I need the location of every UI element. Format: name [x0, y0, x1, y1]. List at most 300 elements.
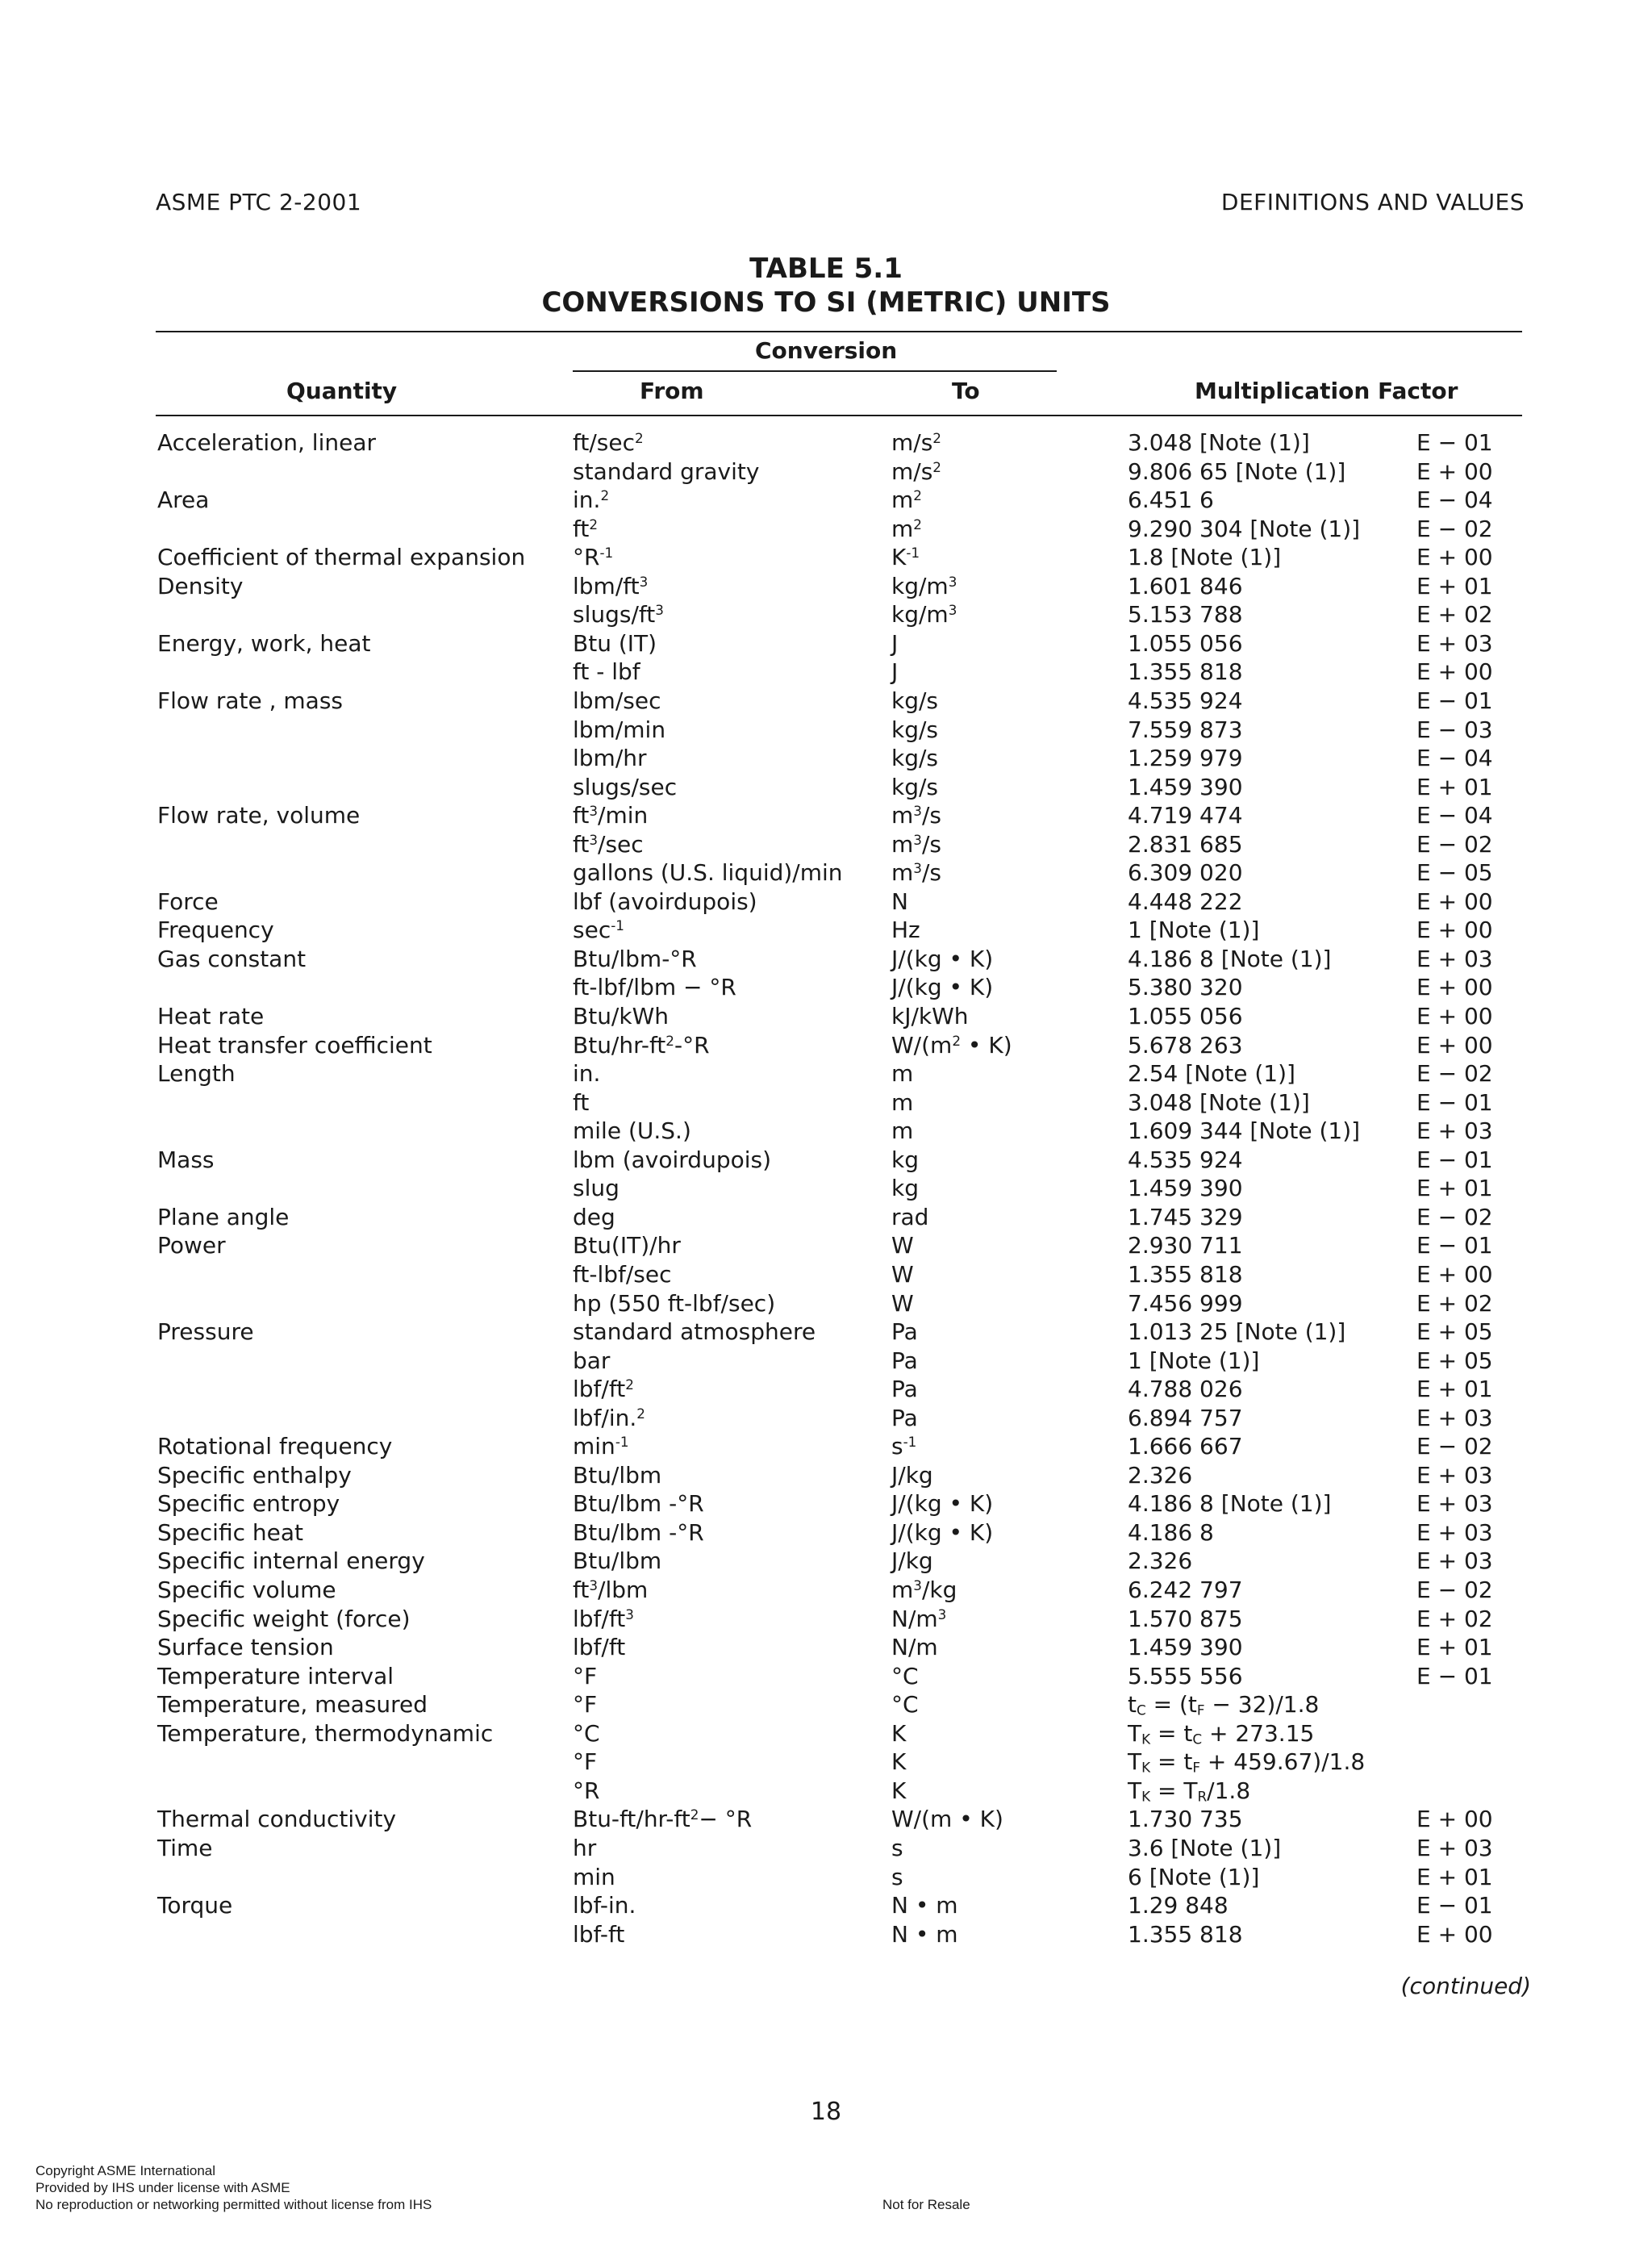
row-factor: 3.048 [Note (1)]	[1128, 429, 1310, 456]
running-header-right: DEFINITIONS AND VALUES	[1220, 189, 1525, 215]
row-exponent: E − 02	[1416, 1203, 1493, 1230]
row-exponent: E − 02	[1416, 830, 1493, 858]
table-row	[0, 1892, 1652, 1921]
row-exponent: E + 05	[1416, 1347, 1493, 1374]
row-exponent: E − 04	[1416, 802, 1493, 829]
row-to-unit: $s^{-1}$	[891, 1433, 917, 1460]
row-from-unit: $ft^3$/lbm	[573, 1577, 649, 1603]
row-factor: $T_K = t_F + 459.67)/1.8$	[1128, 1748, 1366, 1776]
table-title: CONVERSIONS TO SI (METRIC) UNITS	[541, 286, 1111, 319]
row-exponent: E + 03	[1416, 945, 1493, 972]
table-row	[0, 1835, 1652, 1864]
row-to-unit: K	[891, 1748, 907, 1776]
row-to-unit: W	[891, 1260, 914, 1288]
row-exponent: E − 02	[1416, 1433, 1493, 1460]
col-header-to: To	[952, 378, 980, 404]
table-row	[0, 1462, 1652, 1491]
row-exponent: E − 02	[1416, 1060, 1493, 1088]
table-row	[0, 1290, 1652, 1319]
row-from-unit: slug	[573, 1175, 620, 1202]
footer-copyright: Copyright ASME International	[35, 2163, 216, 2178]
row-to-unit: Hz	[891, 917, 920, 944]
table-row	[0, 1318, 1652, 1347]
conversion-group-rule	[573, 370, 1057, 372]
row-from-unit: $ft/\sec^2$	[573, 429, 644, 456]
row-from-unit: Btu/kWh	[573, 1003, 670, 1029]
row-factor: 9.290 304 [Note (1)]	[1128, 515, 1361, 542]
row-factor: 6 [Note (1)]	[1128, 1863, 1260, 1890]
row-exponent: E − 01	[1416, 1662, 1493, 1689]
row-quantity: Heat transfer coefficient	[157, 1031, 432, 1059]
row-from-unit: Btu/lbm -°R	[573, 1490, 704, 1518]
row-factor: 1.459 390	[1128, 1175, 1243, 1202]
row-factor: 1 [Note (1)]	[1128, 1347, 1260, 1374]
row-factor: $T_K = T_R/1.8$	[1128, 1777, 1251, 1805]
continued-note: (continued)	[1400, 1973, 1531, 1999]
row-factor: 4.186 8 [Note (1)]	[1128, 945, 1332, 972]
table-row	[0, 1146, 1652, 1176]
row-from-unit: ft-lbf/sec	[573, 1260, 672, 1288]
row-exponent: E − 04	[1416, 487, 1493, 514]
row-from-unit: Btu/$hr-ft^2-^\circ R$	[573, 1031, 710, 1059]
row-to-unit: N/m	[891, 1634, 938, 1661]
row-exponent: E + 05	[1416, 1318, 1493, 1346]
row-factor: 1.666 667	[1128, 1433, 1243, 1460]
row-from-unit: standard gravity	[573, 457, 760, 485]
row-to-unit: K	[891, 1777, 907, 1804]
row-factor: 1.29 848	[1128, 1892, 1229, 1919]
row-from-unit: Btu/lbm-°R	[573, 945, 697, 972]
row-quantity: Temperature interval	[157, 1662, 394, 1689]
row-from-unit: lbm/$ft^3$	[573, 572, 649, 599]
row-to-unit: J/(kg • K)	[891, 945, 994, 972]
row-from-unit: °F	[573, 1748, 598, 1776]
row-to-unit: s	[891, 1834, 903, 1861]
row-factor: 4.535 924	[1128, 1146, 1243, 1173]
col-header-quantity: Quantity	[286, 378, 398, 404]
table-row	[0, 429, 1652, 458]
table-top-rule	[156, 331, 1522, 332]
row-from-unit: lbm/sec	[573, 687, 661, 714]
row-exponent: E + 03	[1416, 1404, 1493, 1431]
row-from-unit: hp (550 ft-lbf/sec)	[573, 1289, 776, 1317]
row-quantity: Specific heat	[157, 1518, 303, 1546]
table-row	[0, 1748, 1652, 1777]
col-header-multiplication-factor: Multiplication Factor	[1195, 378, 1458, 404]
row-from-unit: lbm (avoirdupois)	[573, 1146, 772, 1173]
row-to-unit: $W/(m^2$ • K)	[891, 1031, 1012, 1059]
row-to-unit: $kg/m^3$	[891, 572, 957, 599]
row-factor: 1.055 056	[1128, 1003, 1243, 1029]
footer-license: Provided by IHS under license with ASME	[35, 2180, 290, 2195]
row-exponent: E − 01	[1416, 687, 1493, 714]
row-to-unit: $K^{-1}$	[891, 544, 920, 571]
row-factor: 3.6 [Note (1)]	[1128, 1834, 1282, 1861]
row-exponent: E − 02	[1416, 515, 1493, 542]
row-to-unit: $m^3/s$	[891, 859, 941, 887]
table-row	[0, 1261, 1652, 1290]
row-quantity: Acceleration, linear	[157, 429, 376, 456]
row-to-unit: kg/s	[891, 745, 939, 772]
table-row	[0, 917, 1652, 946]
row-quantity: Pressure	[157, 1318, 254, 1346]
table-row	[0, 1232, 1652, 1261]
table-row	[0, 716, 1652, 745]
row-to-unit: °C	[891, 1691, 919, 1719]
row-quantity: Time	[157, 1834, 213, 1861]
row-to-unit: $m^3/kg$	[891, 1577, 957, 1603]
row-factor: 4.788 026	[1128, 1376, 1243, 1403]
row-quantity: Specific entropy	[157, 1490, 340, 1518]
row-to-unit: J/(kg • K)	[891, 1490, 994, 1518]
row-exponent: E + 00	[1416, 974, 1493, 1001]
row-exponent: E + 03	[1416, 1490, 1493, 1518]
table-row	[0, 601, 1652, 630]
row-from-unit: in.	[573, 1060, 601, 1088]
row-to-unit: J	[891, 629, 899, 657]
row-factor: 2.930 711	[1128, 1232, 1243, 1259]
row-factor: 1.459 390	[1128, 773, 1243, 800]
row-factor: 1.355 818	[1128, 1920, 1243, 1948]
row-quantity: Torque	[157, 1892, 233, 1919]
row-exponent: E + 03	[1416, 1461, 1493, 1489]
row-to-unit: J/(kg • K)	[891, 974, 994, 1001]
row-to-unit: N • m	[891, 1920, 958, 1948]
row-factor: 1.570 875	[1128, 1605, 1243, 1632]
row-exponent: E + 01	[1416, 1376, 1493, 1403]
row-factor: 2.326	[1128, 1461, 1193, 1489]
row-to-unit: W	[891, 1289, 914, 1317]
row-to-unit: rad	[891, 1203, 929, 1230]
row-from-unit: $ft^2$	[573, 515, 599, 542]
row-factor: 4.186 8	[1128, 1518, 1214, 1546]
row-factor: 2.54 [Note (1)]	[1128, 1060, 1295, 1088]
row-from-unit: lbf-in.	[573, 1892, 636, 1919]
row-exponent: E + 02	[1416, 601, 1493, 629]
table-row	[0, 802, 1652, 831]
table-row	[0, 1433, 1652, 1462]
row-to-unit: kg	[891, 1146, 919, 1173]
row-from-unit: $^\circ R^{-1}$	[573, 544, 614, 571]
table-row	[0, 1606, 1652, 1635]
row-exponent: E − 04	[1416, 745, 1493, 772]
row-from-unit: $ft^3/\min$	[573, 802, 649, 829]
row-to-unit: K	[891, 1719, 907, 1747]
row-quantity: Length	[157, 1060, 236, 1088]
row-quantity: Mass	[157, 1146, 215, 1173]
row-exponent: E − 01	[1416, 1088, 1493, 1116]
row-from-unit: Btu/lbm	[573, 1461, 662, 1489]
table-row	[0, 658, 1652, 687]
row-from-unit: °C	[573, 1719, 600, 1747]
row-from-unit: lbm/min	[573, 716, 666, 743]
row-from-unit: lbf/in.$^2$	[573, 1404, 645, 1431]
row-quantity: Specific internal energy	[157, 1547, 425, 1575]
row-quantity: Temperature, thermodynamic	[157, 1719, 494, 1747]
footer-not-for-resale: Not for Resale	[882, 2197, 970, 2212]
row-exponent: E + 01	[1416, 1634, 1493, 1661]
conversion-group-header: Conversion	[755, 337, 898, 364]
row-from-unit: min	[573, 1863, 615, 1890]
table-row	[0, 1864, 1652, 1893]
row-from-unit: hr	[573, 1834, 597, 1861]
row-from-unit: deg	[573, 1203, 615, 1230]
row-quantity: Specific volume	[157, 1577, 336, 1603]
row-from-unit: °F	[573, 1662, 598, 1689]
row-quantity: Force	[157, 887, 219, 915]
row-from-unit: ft	[573, 1088, 590, 1116]
table-row	[0, 1577, 1652, 1606]
row-from-unit: in.$^2$	[573, 487, 610, 514]
row-from-unit: °F	[573, 1691, 598, 1719]
row-from-unit: Btu-$ft/hr-ft^2- ^\circ R$	[573, 1806, 753, 1833]
table-row	[0, 1720, 1652, 1749]
table-row	[0, 1691, 1652, 1720]
table-row	[0, 1204, 1652, 1233]
row-from-unit: slugs/$ft^3$	[573, 601, 664, 629]
row-exponent: E + 03	[1416, 1518, 1493, 1546]
table-row	[0, 1175, 1652, 1204]
row-quantity: Energy, work, heat	[157, 629, 371, 657]
row-exponent: E + 00	[1416, 1031, 1493, 1059]
row-factor: 1.355 818	[1128, 1260, 1243, 1288]
row-quantity: Coefficient of thermal expansion	[157, 544, 526, 571]
row-to-unit: W/(m • K)	[891, 1806, 1003, 1833]
row-quantity: Rotational frequency	[157, 1433, 393, 1460]
table-row	[0, 1490, 1652, 1519]
row-factor: 5.555 556	[1128, 1662, 1243, 1689]
row-quantity: Area	[157, 487, 210, 514]
table-row	[0, 831, 1652, 860]
table-row	[0, 859, 1652, 888]
row-quantity: Thermal conductivity	[157, 1806, 397, 1833]
table-row	[0, 1921, 1652, 1950]
row-quantity: Gas constant	[157, 945, 307, 972]
row-to-unit: Pa	[891, 1318, 918, 1346]
row-to-unit: m	[891, 1088, 914, 1116]
row-exponent: E − 02	[1416, 1577, 1493, 1603]
row-from-unit: lbf-ft	[573, 1920, 625, 1948]
table-row	[0, 1003, 1652, 1032]
table-row	[0, 687, 1652, 716]
row-from-unit: lbf/ft	[573, 1634, 626, 1661]
row-factor: 5.678 263	[1128, 1031, 1243, 1059]
row-factor: 7.559 873	[1128, 716, 1243, 743]
table-number: TABLE 5.1	[749, 253, 903, 285]
row-to-unit: kg/s	[891, 716, 939, 743]
table-row	[0, 974, 1652, 1003]
table-row	[0, 1806, 1652, 1835]
row-quantity: Power	[157, 1232, 226, 1259]
table-row	[0, 516, 1652, 545]
row-quantity: Flow rate , mass	[157, 687, 344, 714]
row-to-unit: °C	[891, 1662, 919, 1689]
row-from-unit: bar	[573, 1347, 611, 1374]
row-factor: 4.448 222	[1128, 887, 1243, 915]
row-exponent: E − 01	[1416, 429, 1493, 456]
row-factor: 1.745 329	[1128, 1203, 1243, 1230]
row-from-unit: $ft^3/\sec$	[573, 830, 644, 858]
table-row	[0, 1405, 1652, 1434]
row-to-unit: $m^2$	[891, 515, 922, 542]
table-row	[0, 573, 1652, 602]
row-factor: 1.459 390	[1128, 1634, 1243, 1661]
row-from-unit: standard atmosphere	[573, 1318, 816, 1346]
table-row	[0, 1060, 1652, 1089]
table-row	[0, 1032, 1652, 1061]
row-to-unit: W	[891, 1232, 914, 1259]
row-quantity: Frequency	[157, 917, 274, 944]
running-header-left: ASME PTC 2-2001	[156, 189, 362, 215]
row-factor: 6.242 797	[1128, 1577, 1243, 1603]
row-from-unit: Btu(IT)/hr	[573, 1232, 681, 1259]
row-factor: 1.055 056	[1128, 629, 1243, 657]
row-exponent: E + 01	[1416, 1863, 1493, 1890]
table-row	[0, 1634, 1652, 1663]
row-to-unit: m	[891, 1060, 914, 1088]
row-factor: 1.259 979	[1128, 745, 1243, 772]
row-to-unit: kg/s	[891, 687, 939, 714]
row-exponent: E + 00	[1416, 544, 1493, 571]
row-quantity: Density	[157, 572, 244, 599]
row-from-unit: lbf/$ft^3$	[573, 1605, 634, 1632]
row-to-unit: $m^3/s$	[891, 830, 941, 858]
row-quantity: Heat rate	[157, 1003, 265, 1029]
row-exponent: E + 01	[1416, 572, 1493, 599]
row-factor: 1.8 [Note (1)]	[1128, 544, 1282, 571]
row-from-unit: lbf/$ft^2$	[573, 1376, 634, 1403]
row-to-unit: J/(kg • K)	[891, 1518, 994, 1546]
row-from-unit: Btu/lbm -°R	[573, 1518, 704, 1546]
row-to-unit: Pa	[891, 1376, 918, 1403]
row-factor: 5.380 320	[1128, 974, 1243, 1001]
table-row	[0, 946, 1652, 975]
row-factor: 4.719 474	[1128, 802, 1243, 829]
row-exponent: E + 00	[1416, 887, 1493, 915]
row-factor: 7.456 999	[1128, 1289, 1243, 1317]
row-from-unit: $\min^{-1}$	[573, 1433, 629, 1460]
row-from-unit: Btu/lbm	[573, 1547, 662, 1575]
row-from-unit: Btu (IT)	[573, 629, 657, 657]
row-exponent: E + 00	[1416, 917, 1493, 944]
row-exponent: E + 03	[1416, 1117, 1493, 1145]
table-row	[0, 1663, 1652, 1692]
row-exponent: E − 01	[1416, 1146, 1493, 1173]
table-row	[0, 1519, 1652, 1548]
row-exponent: E + 00	[1416, 1920, 1493, 1948]
row-factor: 1.355 818	[1128, 658, 1243, 686]
row-factor: 1.609 344 [Note (1)]	[1128, 1117, 1361, 1145]
table-header-rule	[156, 415, 1522, 416]
table-row	[0, 1117, 1652, 1146]
table-row	[0, 458, 1652, 487]
row-to-unit: $N/m^3$	[891, 1605, 947, 1632]
row-factor: 4.186 8 [Note (1)]	[1128, 1490, 1332, 1518]
row-to-unit: kg	[891, 1175, 919, 1202]
row-to-unit: N	[891, 887, 908, 915]
row-to-unit: s	[891, 1863, 903, 1890]
row-from-unit: $\sec^{-1}$	[573, 917, 624, 944]
table-row	[0, 1777, 1652, 1806]
row-to-unit: N • m	[891, 1892, 958, 1919]
row-to-unit: J	[891, 658, 899, 686]
row-factor: 2.326	[1128, 1547, 1193, 1575]
row-exponent: E + 00	[1416, 1260, 1493, 1288]
row-from-unit: °R	[573, 1777, 600, 1804]
row-to-unit: m	[891, 1117, 914, 1145]
row-to-unit: kJ/kWh	[891, 1003, 969, 1029]
row-quantity: Surface tension	[157, 1634, 334, 1661]
table-row	[0, 774, 1652, 803]
row-quantity: Temperature, measured	[157, 1691, 428, 1719]
row-quantity: Specific weight (force)	[157, 1605, 411, 1632]
table-row	[0, 1347, 1652, 1376]
row-exponent: E + 00	[1416, 1806, 1493, 1833]
row-to-unit: $m/s^2$	[891, 457, 941, 485]
row-to-unit: $m/s^2$	[891, 429, 941, 456]
row-exponent: E − 03	[1416, 716, 1493, 743]
row-exponent: E − 01	[1416, 1892, 1493, 1919]
row-factor: $t_C = (t_F - 32)/1.8$	[1128, 1691, 1320, 1719]
table-row	[0, 487, 1652, 516]
row-to-unit: J/kg	[891, 1547, 933, 1575]
table-row	[0, 1376, 1652, 1405]
row-factor: $T_K = t_C + 273.15$	[1128, 1719, 1315, 1748]
row-exponent: E + 01	[1416, 1175, 1493, 1202]
row-to-unit: kg/s	[891, 773, 939, 800]
row-factor: 2.831 685	[1128, 830, 1243, 858]
row-exponent: E − 05	[1416, 859, 1493, 887]
row-from-unit: ft - lbf	[573, 658, 640, 686]
row-from-unit: lbf (avoirdupois)	[573, 887, 757, 915]
row-quantity: Specific enthalpy	[157, 1461, 352, 1489]
row-exponent: E − 01	[1416, 1232, 1493, 1259]
row-factor: 1.601 846	[1128, 572, 1243, 599]
row-exponent: E + 01	[1416, 773, 1493, 800]
row-factor: 9.806 65 [Note (1)]	[1128, 457, 1346, 485]
row-factor: 6.451 6	[1128, 487, 1214, 514]
row-from-unit: slugs/sec	[573, 773, 678, 800]
row-quantity: Plane angle	[157, 1203, 290, 1230]
row-exponent: E + 03	[1416, 629, 1493, 657]
row-to-unit: $m^2$	[891, 487, 922, 514]
row-factor: 1.013 25 [Note (1)]	[1128, 1318, 1346, 1346]
page-number: 18	[810, 2098, 842, 2126]
row-exponent: E + 00	[1416, 1003, 1493, 1029]
row-from-unit: gallons (U.S. liquid)/min	[573, 859, 843, 887]
row-factor: 1 [Note (1)]	[1128, 917, 1260, 944]
row-from-unit: mile (U.S.)	[573, 1117, 691, 1145]
row-to-unit: $kg/m^3$	[891, 601, 957, 629]
row-factor: 1.730 735	[1128, 1806, 1243, 1833]
table-row	[0, 888, 1652, 917]
row-exponent: E + 00	[1416, 457, 1493, 485]
row-exponent: E + 02	[1416, 1605, 1493, 1632]
row-exponent: E + 00	[1416, 658, 1493, 686]
row-to-unit: J/kg	[891, 1461, 933, 1489]
row-factor: 5.153 788	[1128, 601, 1243, 629]
row-factor: 6.309 020	[1128, 859, 1243, 887]
row-factor: 3.048 [Note (1)]	[1128, 1088, 1310, 1116]
table-row	[0, 1089, 1652, 1118]
row-to-unit: Pa	[891, 1404, 918, 1431]
footer-reproduction-notice: No reproduction or networking permitted without license from IHS	[35, 2197, 432, 2212]
row-from-unit: ft-lbf/lbm − °R	[573, 974, 736, 1001]
table-row	[0, 544, 1652, 573]
row-exponent: E + 03	[1416, 1834, 1493, 1861]
row-factor: 6.894 757	[1128, 1404, 1243, 1431]
row-exponent: E + 03	[1416, 1547, 1493, 1575]
